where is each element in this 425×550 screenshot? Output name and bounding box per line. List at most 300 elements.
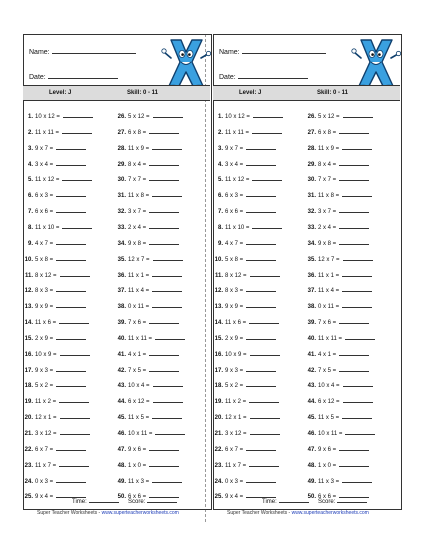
- problem-item: [112, 380, 183, 390]
- problem-number: 23.: [24, 462, 33, 469]
- problem-number: 11.: [24, 272, 33, 279]
- answer-blank[interactable]: [339, 206, 369, 213]
- problem-number: 17.: [214, 367, 223, 374]
- answer-blank[interactable]: [345, 428, 375, 435]
- problem-item: [112, 396, 183, 406]
- problem-item: [302, 428, 375, 438]
- problem-item: [19, 396, 89, 406]
- problem-equation: 11 x 9 =: [318, 145, 340, 152]
- problem-item: [19, 444, 86, 454]
- answer-blank[interactable]: [59, 460, 89, 467]
- problem-number: 38.: [307, 304, 316, 311]
- answer-blank[interactable]: [59, 396, 89, 403]
- answer-blank[interactable]: [149, 127, 179, 134]
- answer-blank[interactable]: [250, 270, 280, 277]
- score-blank[interactable]: [147, 496, 177, 503]
- problem-item: [302, 222, 369, 232]
- answer-blank[interactable]: [339, 127, 369, 134]
- problem-equation: 3 x 7 =: [318, 209, 337, 216]
- problem-item: [112, 159, 179, 169]
- problem-item: [112, 476, 182, 486]
- problem-equation: 11 x 8 =: [318, 193, 340, 200]
- problem-equation: 2 x 4 =: [318, 224, 337, 231]
- problem-number: 39.: [307, 320, 316, 327]
- date-label: Date:: [29, 74, 46, 81]
- answer-blank[interactable]: [56, 365, 86, 372]
- problem-item: [209, 349, 280, 359]
- problem-item: [209, 301, 276, 311]
- problem-equation: 6 x 3 =: [35, 193, 54, 200]
- credit-separator: -: [97, 510, 102, 516]
- problem-item: [19, 222, 92, 232]
- problem-equation: 11 x 2 =: [35, 399, 57, 406]
- problem-equation: 5 x 2 =: [35, 383, 54, 390]
- problem-item: [302, 349, 369, 359]
- problem-item: [302, 238, 369, 248]
- problem-item: [209, 222, 282, 232]
- problem-equation: 10 x 9 =: [35, 351, 57, 358]
- problem-item: [209, 127, 282, 137]
- problem-item: [19, 285, 86, 295]
- problem-item: [302, 333, 375, 343]
- problem-number: 4.: [217, 161, 223, 168]
- problem-number: 36.: [117, 272, 126, 279]
- answer-blank[interactable]: [246, 380, 276, 387]
- problem-number: 15.: [214, 335, 223, 342]
- problem-item: [302, 206, 369, 216]
- answer-blank[interactable]: [339, 174, 369, 181]
- problem-item: [19, 159, 86, 169]
- problem-equation: 7 x 6 =: [318, 320, 337, 327]
- problem-equation: 12 x 1 =: [225, 415, 247, 422]
- problem-number: 29.: [307, 161, 316, 168]
- problem-equation: 11 x 8 =: [128, 193, 150, 200]
- answer-blank[interactable]: [252, 222, 282, 229]
- answer-blank[interactable]: [149, 174, 179, 181]
- problem-item: [112, 127, 179, 137]
- answer-blank[interactable]: [152, 412, 182, 419]
- problem-item: [302, 365, 369, 375]
- problem-number: 30.: [117, 177, 126, 184]
- problem-item: [19, 301, 86, 311]
- answer-blank[interactable]: [339, 159, 369, 166]
- problem-equation: 8 x 3 =: [35, 288, 54, 295]
- problem-equation: 7 x 5 =: [318, 367, 337, 374]
- answer-blank[interactable]: [56, 143, 86, 150]
- answer-blank[interactable]: [149, 317, 179, 324]
- problem-item: [209, 159, 276, 169]
- problem-item: [302, 444, 369, 454]
- problem-equation: 10 x 11 =: [128, 431, 153, 437]
- problem-number: 33.: [117, 224, 126, 231]
- problem-equation: 6 x 6 =: [318, 494, 337, 501]
- answer-blank[interactable]: [343, 396, 373, 403]
- problem-item: [209, 111, 283, 121]
- answer-blank[interactable]: [152, 476, 182, 483]
- problem-equation: 11 x 2 =: [225, 399, 247, 406]
- problem-item: [112, 460, 179, 470]
- problem-number: 3.: [27, 145, 33, 152]
- problem-equation: 3 x 4 =: [225, 161, 244, 168]
- answer-blank[interactable]: [56, 254, 86, 261]
- problem-item: [302, 254, 373, 264]
- footer-credit: [227, 510, 369, 516]
- problem-item: [302, 270, 372, 280]
- answer-blank[interactable]: [152, 285, 182, 292]
- time-blank[interactable]: [279, 496, 309, 503]
- date-blank[interactable]: [238, 71, 308, 79]
- problem-equation: 0 x 3 =: [35, 478, 54, 485]
- problem-item: [19, 206, 86, 216]
- problem-number: 3.: [217, 145, 223, 152]
- problem-number: 2.: [27, 129, 33, 136]
- answer-blank[interactable]: [59, 317, 89, 324]
- problem-item: [19, 254, 86, 264]
- answer-blank[interactable]: [339, 365, 369, 372]
- problem-item: [302, 301, 372, 311]
- answer-blank[interactable]: [252, 127, 282, 134]
- problem-item: [209, 143, 276, 153]
- problem-number: 22.: [214, 446, 223, 453]
- level-label: Level: J: [49, 90, 72, 96]
- answer-blank[interactable]: [246, 333, 276, 340]
- problem-equation: 8 x 12 =: [35, 272, 57, 279]
- problem-number: 50.: [117, 494, 126, 501]
- answer-blank[interactable]: [345, 333, 375, 340]
- problem-item: [19, 127, 92, 137]
- problem-number: 42.: [117, 367, 126, 374]
- problem-item: [302, 190, 372, 200]
- answer-blank[interactable]: [339, 460, 369, 467]
- problem-number: 35.: [307, 256, 316, 263]
- problem-number: 11.: [214, 272, 223, 279]
- answer-blank[interactable]: [339, 317, 369, 324]
- problem-item: [209, 444, 276, 454]
- problem-number: 32.: [307, 209, 316, 216]
- answer-blank[interactable]: [149, 206, 179, 213]
- answer-blank[interactable]: [56, 476, 86, 483]
- problem-item: [19, 143, 86, 153]
- problem-equation: 8 x 12 =: [225, 272, 247, 279]
- problem-number: 16.: [24, 351, 33, 358]
- problem-item: [112, 206, 179, 216]
- answer-blank[interactable]: [339, 238, 369, 245]
- problem-number: 16.: [214, 351, 223, 358]
- problem-equation: 6 x 6 =: [128, 494, 147, 501]
- problem-equation: 10 x 4 =: [128, 383, 150, 390]
- problem-number: 27.: [307, 129, 316, 136]
- problem-equation: 12 x 1 =: [35, 415, 57, 422]
- problem-equation: 5 x 12 =: [128, 114, 150, 120]
- problem-number: 6.: [27, 193, 33, 200]
- answer-blank[interactable]: [152, 190, 182, 197]
- answer-blank[interactable]: [155, 428, 185, 435]
- problem-item: [302, 396, 373, 406]
- answer-blank[interactable]: [246, 159, 276, 166]
- problem-equation: 4 x 1 =: [318, 351, 337, 358]
- answer-blank[interactable]: [249, 396, 279, 403]
- answer-blank[interactable]: [339, 349, 369, 356]
- problem-number: 42.: [307, 367, 316, 374]
- problem-equation: 5 x 2 =: [225, 383, 244, 390]
- answer-blank[interactable]: [342, 285, 372, 292]
- credit-url-link[interactable]: www.superteacherworksheets.com: [101, 510, 179, 516]
- credit-brand: Super Teacher Worksheets: [227, 510, 288, 516]
- answer-blank[interactable]: [149, 349, 179, 356]
- problem-item: [302, 127, 369, 137]
- answer-blank[interactable]: [149, 365, 179, 372]
- problem-number: 12.: [214, 288, 223, 295]
- answer-blank[interactable]: [149, 444, 179, 451]
- problem-item: [112, 174, 179, 184]
- problem-equation: 10 x 4 =: [318, 383, 340, 390]
- problem-item: [302, 174, 369, 184]
- answer-blank[interactable]: [252, 174, 282, 181]
- problem-number: 33.: [307, 224, 316, 231]
- answer-blank[interactable]: [56, 285, 86, 292]
- problem-number: 5.: [217, 177, 223, 184]
- answer-blank[interactable]: [246, 238, 276, 245]
- problem-number: 18.: [24, 383, 33, 390]
- problem-number: 15.: [24, 335, 33, 342]
- answer-blank[interactable]: [56, 444, 86, 451]
- problem-number: 4.: [27, 161, 33, 168]
- answer-blank[interactable]: [343, 254, 373, 261]
- problem-equation: 9 x 4 =: [225, 494, 244, 501]
- answer-blank[interactable]: [56, 380, 86, 387]
- problem-item: [112, 190, 182, 200]
- answer-blank[interactable]: [249, 317, 279, 324]
- problem-equation: 9 x 6 =: [128, 446, 147, 453]
- problem-item: [19, 476, 86, 486]
- answer-blank[interactable]: [62, 174, 92, 181]
- answer-blank[interactable]: [342, 190, 372, 197]
- level-skill-bar: [23, 85, 210, 101]
- problem-equation: 6 x 6 =: [35, 209, 54, 216]
- answer-blank[interactable]: [60, 270, 90, 277]
- problem-equation: 11 x 11 =: [225, 129, 249, 136]
- answer-blank[interactable]: [60, 349, 90, 356]
- problem-item: [209, 476, 276, 486]
- score-label: Score:: [318, 499, 336, 505]
- problem-equation: 11 x 9 =: [128, 145, 150, 152]
- problem-item: [209, 174, 282, 184]
- time-blank[interactable]: [89, 496, 119, 503]
- problem-item: [209, 270, 280, 280]
- problem-item: [302, 380, 373, 390]
- answer-blank[interactable]: [152, 143, 182, 150]
- credit-url-link[interactable]: www.superteacherworksheets.com: [291, 510, 369, 516]
- problem-equation: 9 x 6 =: [318, 446, 337, 453]
- problem-number: 29.: [117, 161, 126, 168]
- problem-equation: 3 x 4 =: [35, 161, 54, 168]
- problem-equation: 7 x 6 =: [128, 320, 147, 327]
- problem-number: 2.: [217, 129, 223, 136]
- answer-blank[interactable]: [56, 333, 86, 340]
- problem-equation: 10 x 11 =: [318, 431, 343, 437]
- problem-item: [112, 111, 183, 121]
- answer-blank[interactable]: [339, 222, 369, 229]
- problem-equation: 8 x 3 =: [225, 288, 244, 295]
- answer-blank[interactable]: [339, 444, 369, 451]
- problem-equation: 1 x 0 =: [128, 462, 147, 469]
- problem-item: [19, 460, 89, 470]
- answer-blank[interactable]: [246, 254, 276, 261]
- answer-blank[interactable]: [63, 111, 93, 118]
- answer-blank[interactable]: [56, 238, 86, 245]
- answer-blank[interactable]: [250, 349, 280, 356]
- problem-number: 47.: [307, 446, 316, 453]
- name-blank[interactable]: [52, 46, 136, 54]
- answer-blank[interactable]: [250, 412, 280, 419]
- problem-equation: 11 x 6 =: [35, 320, 57, 327]
- problem-equation: 10 x 9 =: [225, 351, 247, 358]
- problem-item: [302, 111, 373, 121]
- answer-blank[interactable]: [56, 206, 86, 213]
- answer-blank[interactable]: [56, 159, 86, 166]
- name-label: Name:: [29, 49, 50, 56]
- answer-blank[interactable]: [343, 111, 373, 118]
- answer-blank[interactable]: [62, 222, 92, 229]
- answer-blank[interactable]: [56, 190, 86, 197]
- answer-blank[interactable]: [155, 333, 185, 340]
- problem-equation: 4 x 7 =: [35, 240, 54, 247]
- answer-blank[interactable]: [152, 270, 182, 277]
- time-field: [72, 496, 119, 506]
- problem-equation: 11 x 10 =: [225, 224, 250, 231]
- problem-equation: 6 x 3 =: [225, 193, 244, 200]
- problem-item: [19, 238, 86, 248]
- answer-blank[interactable]: [342, 270, 372, 277]
- problem-number: 22.: [24, 446, 33, 453]
- answer-blank[interactable]: [246, 206, 276, 213]
- answer-blank[interactable]: [246, 365, 276, 372]
- answer-blank[interactable]: [343, 380, 373, 387]
- answer-blank[interactable]: [153, 254, 183, 261]
- answer-blank[interactable]: [153, 380, 183, 387]
- problem-number: 19.: [24, 399, 33, 406]
- problem-equation: 0 x 3 =: [225, 478, 244, 485]
- problem-number: 14.: [24, 320, 33, 327]
- problem-number: 31.: [307, 193, 316, 200]
- answer-blank[interactable]: [149, 460, 179, 467]
- worksheet-left: [23, 34, 212, 516]
- problem-equation: 9 x 4 =: [35, 494, 54, 501]
- problem-number: 47.: [117, 446, 126, 453]
- problem-equation: 11 x 5 =: [128, 415, 150, 422]
- answer-blank[interactable]: [253, 111, 283, 118]
- score-blank[interactable]: [337, 496, 367, 503]
- problem-equation: 12 x 7 =: [128, 256, 150, 263]
- answer-blank[interactable]: [246, 143, 276, 150]
- problem-equation: 9 x 8 =: [128, 240, 147, 247]
- problem-number: 36.: [307, 272, 316, 279]
- problem-item: [19, 380, 86, 390]
- problem-equation: 0 x 11 =: [318, 304, 340, 311]
- problem-equation: 5 x 12 =: [318, 114, 340, 120]
- problem-equation: 1 x 0 =: [318, 462, 337, 469]
- problem-equation: 2 x 4 =: [128, 224, 147, 231]
- name-blank[interactable]: [242, 46, 326, 54]
- problem-equation: 6 x 8 =: [128, 129, 147, 136]
- answer-blank[interactable]: [342, 476, 372, 483]
- date-label: Date:: [219, 74, 236, 81]
- answer-blank[interactable]: [56, 301, 86, 308]
- problem-equation: 11 x 7 =: [225, 462, 247, 469]
- answer-blank[interactable]: [246, 190, 276, 197]
- problem-item: [112, 349, 179, 359]
- problem-equation: 3 x 12 =: [225, 431, 247, 437]
- problem-equation: 9 x 3 =: [225, 367, 244, 374]
- answer-blank[interactable]: [149, 238, 179, 245]
- problem-number: 10.: [24, 256, 33, 263]
- answer-blank[interactable]: [246, 476, 276, 483]
- problem-equation: 11 x 10 =: [35, 224, 60, 231]
- name-label: Name:: [219, 49, 240, 56]
- answer-blank[interactable]: [60, 428, 90, 435]
- answer-blank[interactable]: [149, 159, 179, 166]
- problem-equation: 12 x 7 =: [318, 256, 340, 263]
- problem-equation: 11 x 11 =: [318, 335, 342, 342]
- answer-blank[interactable]: [153, 111, 183, 118]
- problem-item: [19, 349, 90, 359]
- problem-number: 38.: [117, 304, 126, 311]
- problem-number: 7.: [217, 209, 223, 216]
- problem-item: [209, 460, 279, 470]
- problem-equation: 6 x 6 =: [225, 209, 244, 216]
- problem-equation: 11 x 3 =: [318, 478, 340, 485]
- problem-item: [209, 317, 279, 327]
- problem-number: 13.: [214, 304, 223, 311]
- date-blank[interactable]: [48, 71, 118, 79]
- problem-number: 5.: [27, 177, 33, 184]
- problem-number: 40.: [117, 335, 126, 342]
- problem-number: 50.: [307, 494, 316, 501]
- name-field-row: [29, 46, 136, 57]
- answer-blank[interactable]: [342, 412, 372, 419]
- answer-blank[interactable]: [246, 444, 276, 451]
- problem-number: 37.: [307, 288, 316, 295]
- problem-equation: 9 x 9 =: [225, 304, 244, 311]
- level-skill-bar: [213, 85, 400, 101]
- answer-blank[interactable]: [246, 285, 276, 292]
- problem-number: 17.: [24, 367, 33, 374]
- answer-blank[interactable]: [342, 301, 372, 308]
- problem-equation: 8 x 4 =: [318, 161, 337, 168]
- problem-number: 41.: [307, 351, 316, 358]
- problem-item: [112, 285, 182, 295]
- answer-blank[interactable]: [152, 301, 182, 308]
- problem-number: 34.: [117, 240, 126, 247]
- answer-blank[interactable]: [246, 301, 276, 308]
- problem-number: 35.: [117, 256, 126, 263]
- answer-blank[interactable]: [249, 460, 279, 467]
- answer-blank[interactable]: [62, 127, 92, 134]
- problem-equation: 6 x 7 =: [225, 446, 244, 453]
- answer-blank[interactable]: [342, 143, 372, 150]
- answer-blank[interactable]: [60, 412, 90, 419]
- problem-equation: 7 x 7 =: [318, 177, 337, 184]
- problem-item: [209, 238, 276, 248]
- problem-number: 24.: [214, 478, 223, 485]
- problem-number: 46.: [117, 431, 126, 437]
- answer-blank[interactable]: [153, 396, 183, 403]
- answer-blank[interactable]: [250, 428, 280, 435]
- answer-blank[interactable]: [149, 222, 179, 229]
- problem-item: [19, 428, 90, 438]
- problem-equation: 9 x 7 =: [35, 145, 54, 152]
- time-label: Time:: [72, 499, 87, 505]
